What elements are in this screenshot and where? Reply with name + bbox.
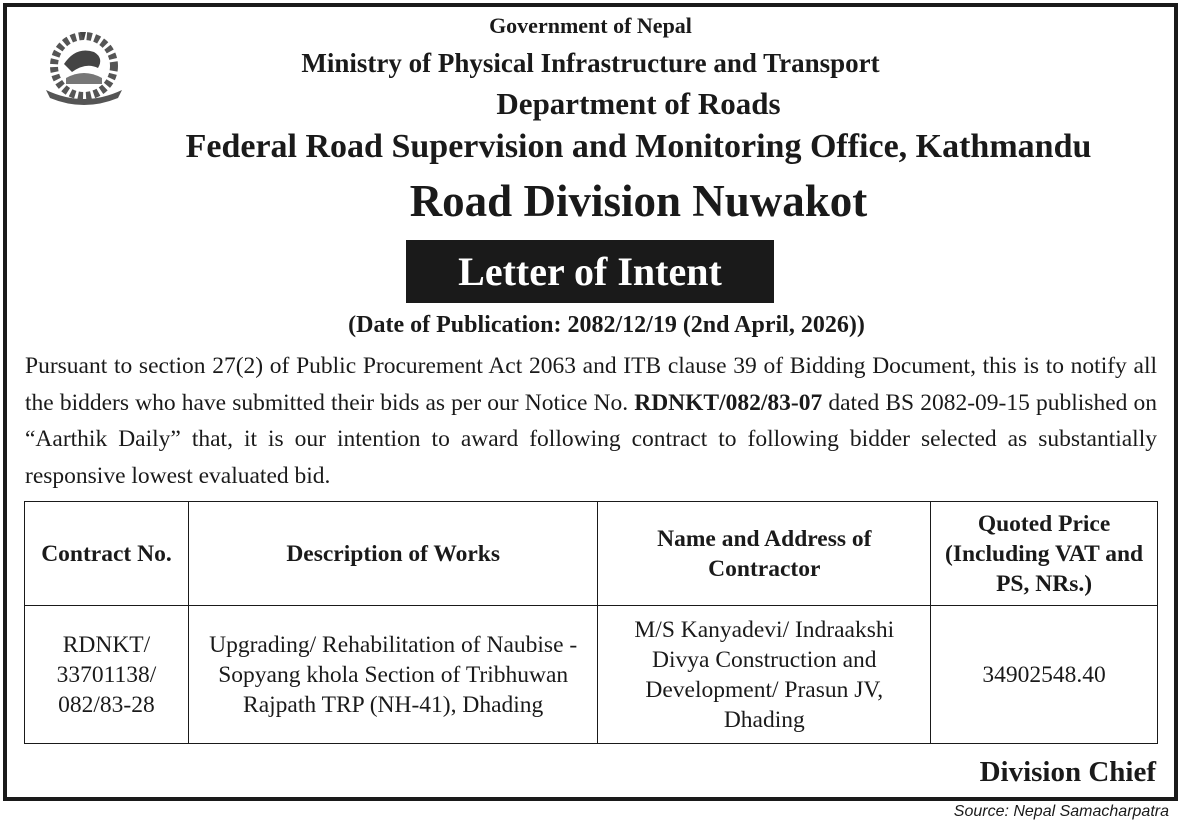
publication-date: (Date of Publication: 2082/12/19 (2nd April, 2026)) [348, 312, 865, 338]
cell-description: Upgrading/ Rehabilitation of Naubise -Sopyang khola Section of Tribhuwan Rajpath TRP (NH-41), Dhading [188, 606, 598, 744]
header-description: Description of Works [188, 502, 598, 606]
body-text-cont: dated BS 2082-09-15 published on “Aarthik Daily” that, it is our intention to award following contract to following bidder selected as substantially responsive lowest evaluated bid. [25, 389, 1158, 489]
cell-contractor: M/S Kanyadevi/ Indraakshi Divya Construction and Development/ Prasun JV, Dhading [598, 606, 931, 744]
body-text: Pursuant to section 27(2) of Public Procurement Act 2063 and ITB clause 39 of Bidding Document, this is to notify all the bidders who have submitted their bids as per our Notice No. [25, 353, 1157, 416]
body-paragraph [25, 348, 1157, 494]
cell-contract-no: RDNKT/ 33701138/ 082/83-28 [25, 606, 189, 744]
contract-table [24, 501, 1158, 744]
header-contract-no: Contract No. [25, 502, 189, 606]
source-credit: Source: Nepal Samacharpatra [953, 803, 1169, 820]
ministry-heading: Ministry of Physical Infrastructure and Transport [301, 48, 880, 78]
cell-quoted-price: 34902548.40 [931, 606, 1158, 744]
office-heading: Federal Road Supervision and Monitoring Office, Kathmandu [185, 128, 1092, 165]
letter-title: Letter of Intent [406, 240, 774, 303]
division-heading: Road Division Nuwakot [409, 176, 868, 226]
department-heading: Department of Roads [496, 86, 781, 121]
notice-number: RDNKT/082/83-07 [634, 389, 823, 416]
header-contractor: Name and Address of Contractor [598, 502, 931, 606]
gov-heading: Government of Nepal [489, 13, 692, 38]
signature: Division Chief [979, 756, 1156, 788]
table-header-row [25, 502, 1158, 606]
table-row [25, 606, 1158, 744]
header-quoted-price: Quoted Price (Including VAT and PS, NRs.) [931, 502, 1158, 606]
